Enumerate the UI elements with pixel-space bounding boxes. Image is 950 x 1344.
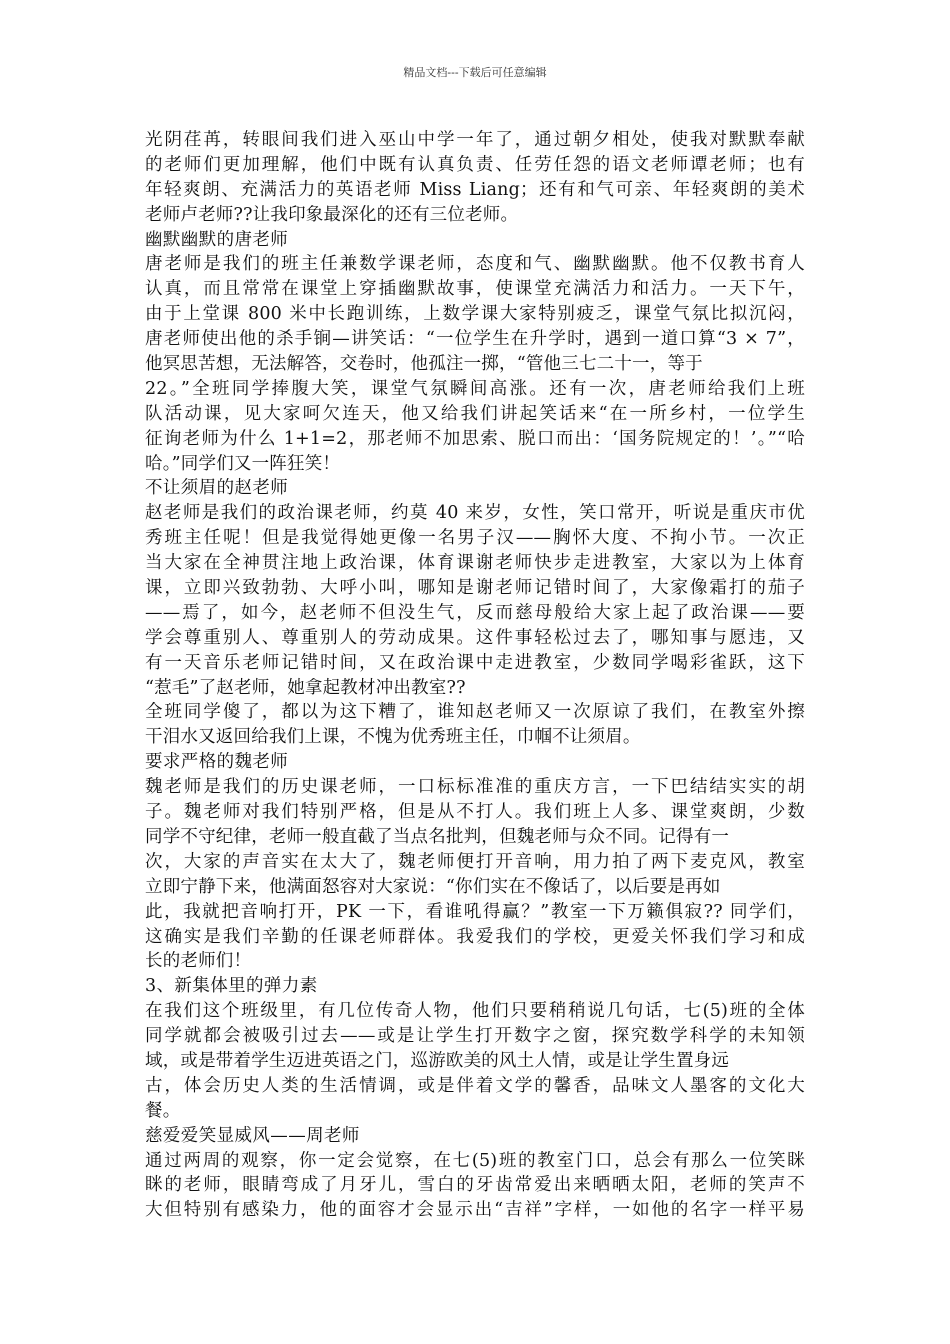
text-line: “惹毛”了赵老师，她拿起教材冲出教室??: [145, 677, 466, 698]
text-line: 这确实是我们辛勤的任课老师群体。我爱我们的学校，更爱关怀我们学习和成: [145, 926, 805, 947]
text-line: 年轻爽朗、充满活力的英语老师 Miss Liang；还有和气可亲、年轻爽朗的美术: [145, 179, 805, 200]
text-line: 唐老师是我们的班主任兼数学课老师，态度和气、幽默幽默。他不仅教书育人: [145, 254, 805, 275]
section-heading: 慈爱爱笑显威风——周老师: [145, 1125, 360, 1146]
text-line: 课，立即兴致勃勃、大呼小叫，哪知是谢老师记错时间了，大家像霜打的茄子: [145, 578, 805, 599]
text-line: 有一天音乐老师记错时间，又在政治课中走进教室，少数同学喝彩雀跃，这下: [145, 652, 805, 673]
text-line: 眯的老师，眼睛弯成了月牙儿，雪白的牙齿常爱出来晒晒太阳，老师的笑声不: [145, 1175, 805, 1196]
text-line: 立即宁静下来，他满面怒容对大家说：“你们实在不像话了，以后要是再如: [145, 876, 721, 897]
text-line: 在我们这个班级里，有几位传奇人物，他们只要稍稍说几句话，七(5)班的全体: [145, 1001, 805, 1022]
text-line: 子。魏老师对我们特别严格，但是从不打人。我们班上人多、课堂爽朗，少数: [145, 802, 805, 823]
text-line: 同学不守纪律，老师一般直截了当点名批判，但魏老师与众不同。记得有一: [145, 826, 730, 847]
text-line: 唐老师使出他的杀手锏—讲笑话：“一位学生在升学时，遇到一道口算“3 × 7”，: [145, 329, 805, 350]
text-line: 干泪水又返回给我们上课，不愧为优秀班主任，巾帼不让须眉。: [145, 727, 641, 748]
page-header: 精品文档---下载后可任意编辑: [403, 66, 547, 79]
text-line: 由于上堂课 800 米中长跑训练，上数学课大家特别疲乏，课堂气氛比拟沉闷，: [145, 304, 805, 325]
text-line: 古，体会历史人类的生活情调，或是伴着文学的馨香，品味文人墨客的文化大: [145, 1075, 805, 1096]
section-heading: 不让须眉的赵老师: [145, 478, 289, 499]
section-heading: 3、新集体里的弹力素: [145, 976, 318, 997]
text-line: 域，或是带着学生迈进英语之门，巡游欧美的风土人情，或是让学生置身远: [145, 1050, 730, 1071]
text-line: 他冥思苦想，无法解答，交卷时，他孤注一掷，“管他三七二十一，等于: [145, 354, 703, 375]
text-line: 大但特别有感染力，他的面容才会显示出“吉祥”字样，一如他的名字一样平易: [145, 1200, 805, 1221]
text-line: 长的老师们！: [145, 951, 252, 972]
text-line: 光阴荏苒，转眼间我们进入巫山中学一年了，通过朝夕相处，使我对默默奉献: [145, 130, 805, 150]
text-line: 赵老师是我们的政治课老师，约莫 40 来岁，女性，笑口常开，听说是重庆市优: [145, 503, 805, 524]
document-body: [145, 128, 805, 1223]
section-heading: 要求严格的魏老师: [145, 752, 289, 773]
text-line: 认真，而且常常在课堂上穿插幽默故事，使课堂充满活力和活力。一天下午，: [145, 279, 805, 300]
text-line: 餐。: [145, 1100, 181, 1121]
text-line: 征询老师为什么 1+1=2，那老师不加思索、脱口而出：‘国务院规定的！’。”“哈: [145, 428, 805, 449]
section-heading: 幽默幽默的唐老师: [145, 229, 289, 250]
text-line: 通过两周的观察，你一定会觉察，在七(5)班的教室门口，总会有那么一位笑眯: [145, 1150, 805, 1171]
text-line: 老师卢老师??让我印象最深化的还有三位老师。: [145, 204, 519, 225]
text-line: 此，我就把音响打开，PK 一下，看谁吼得赢？”教室一下万籁俱寂?? 同学们，: [145, 901, 805, 922]
text-line: 队活动课，见大家呵欠连天，他又给我们讲起笑话来“在一所乡村，一位学生: [145, 403, 805, 424]
text-line: 22。”全班同学捧腹大笑，课堂气氛瞬间高涨。还有一次，唐老师给我们上班: [145, 378, 805, 399]
text-line: 的老师们更加理解，他们中既有认真负责、任劳任怨的语文老师谭老师；也有: [145, 154, 805, 175]
text-line: 次，大家的声音实在太大了，魏老师便打开音响，用力拍了两下麦克风，教室: [145, 851, 805, 872]
text-line: 学会尊重别人、尊重别人的劳动成果。这件事轻松过去了，哪知事与愿违，又: [145, 627, 805, 648]
text-line: 秀班主任呢！但是我觉得她更像一名男子汉——胸怀大度、不拘小节。一次正: [145, 528, 805, 549]
text-line: ——焉了，如今，赵老师不但没生气，反而慈母般给大家上起了政治课——要: [145, 602, 805, 623]
text-line: 魏老师是我们的历史课老师，一口标标准准的重庆方言，一下巴结结实实的胡: [145, 777, 805, 798]
text-line: 当大家在全神贯注地上政治课，体育课谢老师快步走进教室，大家以为上体育: [145, 553, 805, 574]
text-line: 同学就都会被吸引过去——或是让学生打开数字之窗，探究数学科学的未知领: [145, 1026, 805, 1047]
text-line: 全班同学傻了，都以为这下糟了，谁知赵老师又一次原谅了我们，在教室外擦: [145, 702, 805, 723]
text-line: 哈。”同学们又一阵狂笑！: [145, 453, 341, 474]
